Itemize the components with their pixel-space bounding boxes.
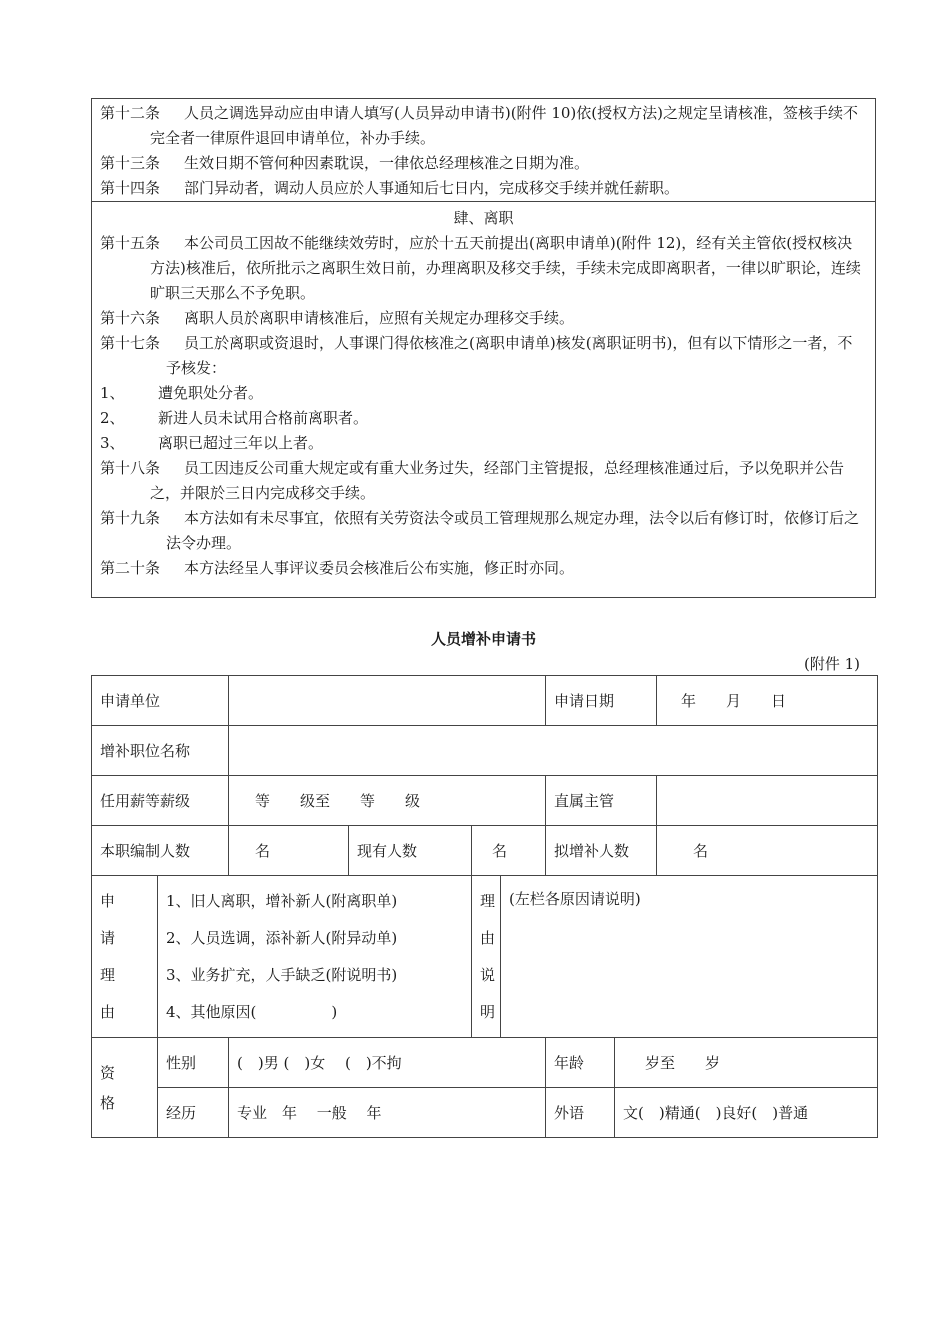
field-planned-add[interactable]: 名 [657,826,878,876]
article-17: 第十七条 员工於离职或资退时，人事课门得依核准之(离职申请单)核发(离职证明书)，但有以下情形之一者，不予核发： [100,334,853,377]
label-apply-reason: 申 请 理 由 [92,876,158,1038]
section-title: 肆、离职 [453,209,514,227]
field-current-staff[interactable]: 名 [472,826,546,876]
staff-request-form [91,675,878,1138]
field-age[interactable]: 岁至 岁 [615,1038,878,1088]
form-row-reason [92,876,878,1038]
article-16: 第十六条 离职人员於离职申请核准后，应照有关规定办理移交手续。 [100,309,575,327]
reason-option[interactable]: 2、人员选调，添补新人(附异动单) [166,928,398,947]
form-row-gender [92,1038,878,1088]
label-apply-date: 申请日期 [546,676,657,726]
label-supervisor: 直属主管 [546,776,657,826]
article-15: 第十五条 本公司员工因故不能继续效劳时，应於十五天前提出(离职申请单)(附件 12)，经有关主管依(授权核决方法)核准后，依所批示之离职生效日前，办理离职及移交手续，手续未完成即离职者，一律以旷职论，连续旷职三天那么不予免职。 [100,234,861,302]
article-12: 第十二条 人员之调选异动应由申请人填写(人员异动申请书)(附件 10)依(授权方法)之规定呈请核准，签核手续不完全者一律原件退回申请单位，补办手续。 [100,104,858,147]
article-13: 第十三条 生效日期不管何种因素耽误，一律依总经理核准之日期为准。 [100,154,590,172]
label-experience: 经历 [158,1088,229,1138]
list-item: 2、 新进人员未试用合格前离职者。 [100,409,369,427]
rules-box [91,98,876,598]
field-gender[interactable]: ( )男 ( )女 ( )不拘 [229,1038,546,1088]
list-item: 1、 遭免职处分者。 [100,384,264,402]
field-language[interactable]: 文( )精通( )良好( )普通 [615,1088,878,1138]
field-supervisor[interactable] [657,776,878,826]
reason-option[interactable]: 4、其他原因( ) [166,1002,338,1021]
label-position-name: 增补职位名称 [92,726,229,776]
list-item: 3、 离职已超过三年以上者。 [100,434,324,452]
field-apply-unit[interactable] [229,676,546,726]
label-qualification: 资 格 [92,1038,158,1138]
form-row-unit [92,676,878,726]
article-20: 第二十条 本方法经呈人事评议委员会核准后公布实施，修正时亦同。 [100,559,575,577]
field-salary-grade[interactable]: 等 级至 等 级 [229,776,546,826]
label-gender: 性别 [158,1038,229,1088]
form-row-headcount [92,826,878,876]
article-18: 第十八条 员工因违反公司重大规定或有重大业务过失，经部门主管提报，总经理核准通过后，予以免职并公告之，并限於三日内完成移交手续。 [100,459,845,502]
form-annex: (附件 1) [803,655,860,673]
reason-option[interactable]: 1、旧人离职，增补新人(附离职单) [166,891,398,910]
form-row-position [92,726,878,776]
label-planned-add: 拟增补人数 [546,826,657,876]
label-apply-unit: 申请单位 [92,676,229,726]
label-current-staff: 现有人数 [349,826,472,876]
field-reason-explain[interactable]: (左栏各原因请说明) [501,876,878,1038]
rules-section-resignation [92,202,875,581]
field-position-name[interactable] [229,726,878,776]
label-salary-grade: 任用薪等薪级 [92,776,229,826]
form-title: 人员增补申请书 [430,630,536,648]
reason-options [158,876,472,1038]
form-row-experience [92,1088,878,1138]
label-staff-quota: 本职编制人数 [92,826,229,876]
label-reason-explain: 理 由 说 明 [472,876,501,1038]
rules-section-transfer [92,99,875,202]
reason-option[interactable]: 3、业务扩充，人手缺乏(附说明书) [166,965,398,984]
form-row-salary [92,776,878,826]
article-19: 第十九条 本方法如有未尽事宜，依照有关劳资法令或员工管理规那么规定办理，法令以后有修订时，依修订后之法令办理。 [100,509,860,552]
field-apply-date[interactable]: 年 月 日 [657,676,878,726]
field-experience[interactable]: 专业 年 一般 年 [229,1088,546,1138]
label-age: 年龄 [546,1038,615,1088]
article-14: 第十四条 部门异动者，调动人员应於人事通知后七日内，完成移交手续并就任薪职。 [100,179,680,197]
field-staff-quota[interactable]: 名 [229,826,349,876]
label-language: 外语 [546,1088,615,1138]
